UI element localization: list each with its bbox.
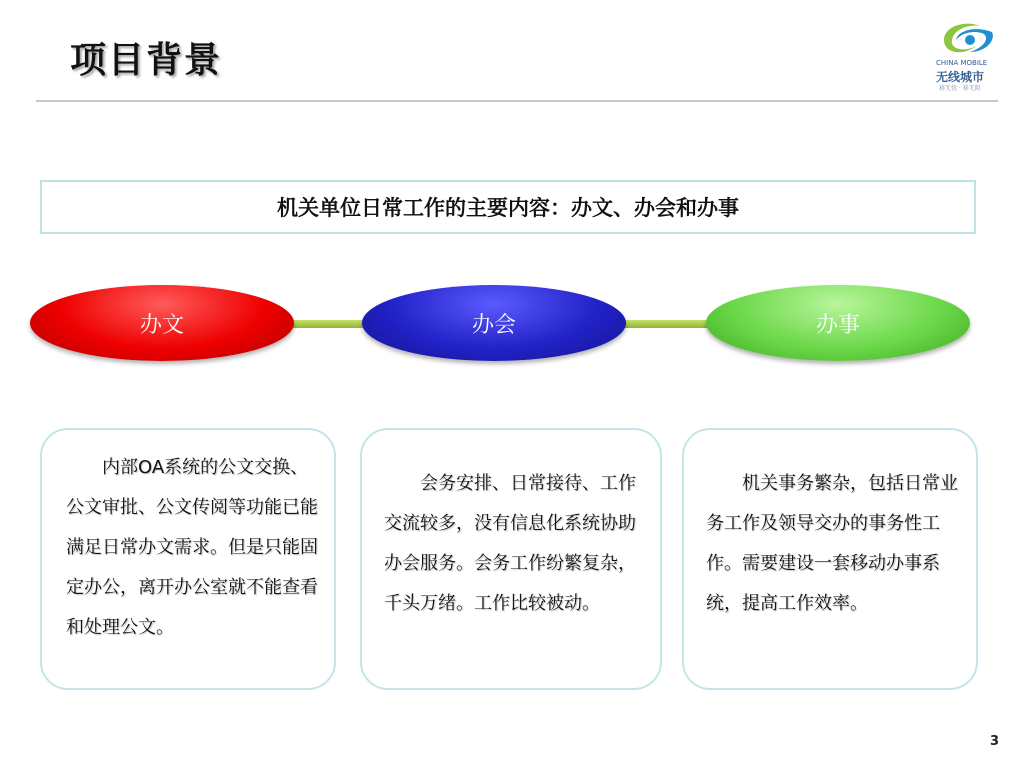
- description-text: 内部OA系统的公文交换、公文审批、公文传阅等功能已能满足日常办文需求。但是只能固定办公，离开办公室就不能查看和处理公文。: [66, 457, 318, 638]
- category-ban-shi: [706, 285, 970, 361]
- description-text: 机关事务繁杂，包括日常业务工作及领导交办的事务性工作。需要建设一套移动办事系统，提高工作效率。: [706, 473, 958, 614]
- china-mobile-logo: [936, 18, 1000, 92]
- description-card-ban-wen: [40, 428, 336, 690]
- logo-chinese: 无线城市: [936, 70, 985, 84]
- category-label: 办会: [471, 312, 516, 338]
- summary-box: 机关单位日常工作的主要内容：办文、办会和办事: [40, 180, 976, 234]
- category-ban-wen: [30, 285, 294, 361]
- page-number: 3: [990, 734, 1000, 749]
- description-card-ban-hui: [360, 428, 662, 690]
- category-label: 办事: [815, 312, 860, 338]
- description-card-ban-shi: [682, 428, 978, 690]
- slide-title: 项目背景: [70, 40, 223, 81]
- category-label: 办文: [139, 312, 184, 338]
- logo-tagline: 移无忧 · 移无阻: [939, 85, 981, 92]
- description-text: 会务安排、日常接待、工作交流较多，没有信息化系统协助办会服务。会务工作纷繁复杂，千头万绪。工作比较被动。: [384, 473, 636, 614]
- logo-english: CHINA MOBILE: [936, 59, 988, 67]
- logo-mark-icon: [936, 18, 1000, 58]
- title-divider: [36, 100, 998, 102]
- category-ban-hui: [362, 285, 626, 361]
